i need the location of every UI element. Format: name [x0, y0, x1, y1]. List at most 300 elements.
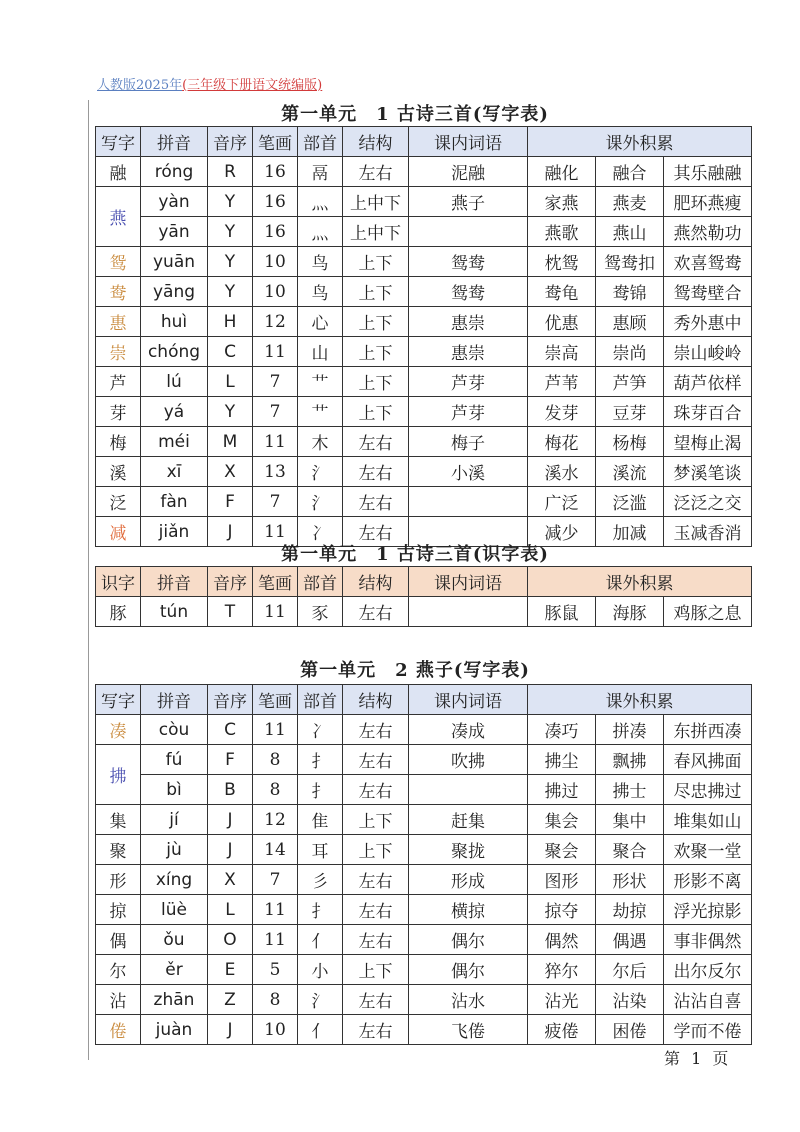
table-header-row — [96, 567, 752, 597]
stroke-count-cell: 11 — [253, 715, 298, 745]
idiom-cell: 燕然勒功 — [664, 217, 752, 247]
pinyin-cell: xī — [141, 457, 208, 487]
index-letter-cell: Z — [208, 985, 253, 1015]
radical-cell: 氵 — [298, 985, 343, 1015]
in-class-word-cell: 小溪 — [409, 457, 528, 487]
in-class-word-cell: 惠崇 — [409, 337, 528, 367]
extra-word-cell: 困倦 — [596, 1015, 664, 1045]
radical-cell: 氵 — [298, 487, 343, 517]
idiom-cell: 学而不倦 — [664, 1015, 752, 1045]
char-cell: 梅 — [96, 427, 141, 457]
header-radical: 部首 — [298, 685, 343, 715]
extra-word-cell: 聚合 — [596, 835, 664, 865]
idiom-cell: 鸳鸯壁合 — [664, 277, 752, 307]
structure-cell: 左右 — [343, 745, 409, 775]
index-letter-cell: Y — [208, 187, 253, 217]
table-row — [96, 397, 752, 427]
header-pinyin: 拼音 — [141, 127, 208, 157]
header-in-class-words: 课内词语 — [409, 685, 528, 715]
structure-cell: 左右 — [343, 487, 409, 517]
pinyin-cell: yá — [141, 397, 208, 427]
extra-word-cell: 惠顾 — [596, 307, 664, 337]
idiom-cell: 梦溪笔谈 — [664, 457, 752, 487]
header-structure: 结构 — [343, 127, 409, 157]
index-letter-cell: X — [208, 457, 253, 487]
structure-cell: 上下 — [343, 955, 409, 985]
pinyin-cell: lüè — [141, 895, 208, 925]
extra-word-cell: 泛滥 — [596, 487, 664, 517]
table-row — [96, 487, 752, 517]
table-header-row — [96, 685, 752, 715]
pinyin-cell: jiǎn — [141, 517, 208, 547]
stroke-count-cell: 8 — [253, 745, 298, 775]
header-structure: 结构 — [343, 567, 409, 597]
radical-cell: 扌 — [298, 895, 343, 925]
idiom-cell: 葫芦依样 — [664, 367, 752, 397]
stroke-count-cell: 10 — [253, 247, 298, 277]
header-radical: 部首 — [298, 567, 343, 597]
idiom-cell: 泛泛之交 — [664, 487, 752, 517]
idiom-cell: 尽忠拂过 — [664, 775, 752, 805]
extra-word-cell: 减少 — [528, 517, 596, 547]
extra-word-cell: 沾染 — [596, 985, 664, 1015]
extra-word-cell: 融合 — [596, 157, 664, 187]
page-header — [97, 74, 322, 93]
header-extra-words: 课外积累 — [528, 685, 752, 715]
extra-word-cell: 溪水 — [528, 457, 596, 487]
in-class-word-cell: 泥融 — [409, 157, 528, 187]
table-row — [96, 805, 752, 835]
index-letter-cell: C — [208, 337, 253, 367]
header-in-class-words: 课内词语 — [409, 127, 528, 157]
in-class-word-cell: 梅子 — [409, 427, 528, 457]
index-letter-cell: F — [208, 487, 253, 517]
extra-word-cell: 燕歌 — [528, 217, 596, 247]
in-class-word-cell: 惠崇 — [409, 307, 528, 337]
extra-word-cell: 掠夺 — [528, 895, 596, 925]
section-title-1: 第一单元 1 古诗三首(写字表) — [281, 104, 549, 125]
stroke-count-cell: 8 — [253, 985, 298, 1015]
stroke-count-cell: 11 — [253, 337, 298, 367]
index-letter-cell: B — [208, 775, 253, 805]
pinyin-cell: jù — [141, 835, 208, 865]
extra-word-cell: 鸯锦 — [596, 277, 664, 307]
table-row — [96, 985, 752, 1015]
table-row — [96, 1015, 752, 1045]
index-letter-cell: O — [208, 925, 253, 955]
idiom-cell: 鸡豚之息 — [664, 597, 752, 627]
index-letter-cell: X — [208, 865, 253, 895]
header-strokes: 笔画 — [253, 685, 298, 715]
index-letter-cell: Y — [208, 277, 253, 307]
stroke-count-cell: 7 — [253, 397, 298, 427]
idiom-cell: 肥环燕瘦 — [664, 187, 752, 217]
radical-cell: 亻 — [298, 1015, 343, 1045]
pinyin-cell: lú — [141, 367, 208, 397]
in-class-word-cell: 燕子 — [409, 187, 528, 217]
extra-word-cell: 凑巧 — [528, 715, 596, 745]
extra-word-cell: 集中 — [596, 805, 664, 835]
structure-cell: 左右 — [343, 775, 409, 805]
structure-cell: 左右 — [343, 597, 409, 627]
index-letter-cell: Y — [208, 247, 253, 277]
header-pinyin: 拼音 — [141, 685, 208, 715]
char-cell: 鸯 — [96, 277, 141, 307]
extra-word-cell: 沾光 — [528, 985, 596, 1015]
header-extra-words: 课外积累 — [528, 567, 752, 597]
in-class-word-cell — [409, 597, 528, 627]
table-row — [96, 427, 752, 457]
idiom-cell: 玉减香消 — [664, 517, 752, 547]
table-row — [96, 865, 752, 895]
header-pinyin: 拼音 — [141, 567, 208, 597]
char-cell: 掠 — [96, 895, 141, 925]
margin-line — [88, 100, 89, 1060]
section-title-2: 第一单元 1 古诗三首(识字表) — [281, 544, 549, 565]
char-cell: 聚 — [96, 835, 141, 865]
header-strokes: 笔画 — [253, 567, 298, 597]
structure-cell: 左右 — [343, 517, 409, 547]
pinyin-cell: yān — [141, 217, 208, 247]
radical-cell: 灬 — [298, 217, 343, 247]
stroke-count-cell: 10 — [253, 277, 298, 307]
extra-word-cell: 广泛 — [528, 487, 596, 517]
index-letter-cell: J — [208, 1015, 253, 1045]
extra-word-cell: 家燕 — [528, 187, 596, 217]
in-class-word-cell — [409, 775, 528, 805]
pinyin-cell: zhān — [141, 985, 208, 1015]
writing-table-1 — [95, 126, 752, 547]
extra-word-cell: 猝尔 — [528, 955, 596, 985]
stroke-count-cell: 16 — [253, 157, 298, 187]
structure-cell: 上中下 — [343, 217, 409, 247]
radical-cell: 灬 — [298, 187, 343, 217]
table-header-row — [96, 127, 752, 157]
extra-word-cell: 芦苇 — [528, 367, 596, 397]
header-radical: 部首 — [298, 127, 343, 157]
extra-word-cell: 溪流 — [596, 457, 664, 487]
extra-word-cell: 梅花 — [528, 427, 596, 457]
radical-cell: 隹 — [298, 805, 343, 835]
stroke-count-cell: 7 — [253, 367, 298, 397]
stroke-count-cell: 7 — [253, 865, 298, 895]
header-in-class-words: 课内词语 — [409, 567, 528, 597]
structure-cell: 上下 — [343, 337, 409, 367]
table-row — [96, 715, 752, 745]
table-row — [96, 337, 752, 367]
char-cell: 形 — [96, 865, 141, 895]
structure-cell: 左右 — [343, 895, 409, 925]
char-cell: 拂 — [96, 745, 141, 805]
idiom-cell: 望梅止渴 — [664, 427, 752, 457]
char-cell: 凑 — [96, 715, 141, 745]
extra-word-cell: 燕山 — [596, 217, 664, 247]
table-row — [96, 895, 752, 925]
extra-word-cell: 鸯龟 — [528, 277, 596, 307]
in-class-word-cell: 鸳鸯 — [409, 277, 528, 307]
char-cell: 燕 — [96, 187, 141, 247]
index-letter-cell: J — [208, 835, 253, 865]
extra-word-cell: 拂过 — [528, 775, 596, 805]
extra-word-cell: 拂尘 — [528, 745, 596, 775]
pinyin-cell: tún — [141, 597, 208, 627]
extra-word-cell: 豆芽 — [596, 397, 664, 427]
stroke-count-cell: 11 — [253, 427, 298, 457]
table-row — [96, 457, 752, 487]
in-class-word-cell: 鸳鸯 — [409, 247, 528, 277]
in-class-word-cell: 聚拢 — [409, 835, 528, 865]
writing-table-2 — [95, 684, 752, 1045]
idiom-cell: 春风拂面 — [664, 745, 752, 775]
char-cell: 鸳 — [96, 247, 141, 277]
extra-word-cell: 优惠 — [528, 307, 596, 337]
char-cell: 尔 — [96, 955, 141, 985]
extra-word-cell: 加减 — [596, 517, 664, 547]
char-cell: 泛 — [96, 487, 141, 517]
radical-cell: 冫 — [298, 715, 343, 745]
index-letter-cell: F — [208, 745, 253, 775]
stroke-count-cell: 11 — [253, 517, 298, 547]
idiom-cell: 秀外惠中 — [664, 307, 752, 337]
in-class-word-cell — [409, 217, 528, 247]
header-char: 写字 — [96, 685, 141, 715]
pinyin-cell: yàn — [141, 187, 208, 217]
structure-cell: 左右 — [343, 715, 409, 745]
in-class-word-cell: 凑成 — [409, 715, 528, 745]
pinyin-cell: bì — [141, 775, 208, 805]
radical-cell: 彡 — [298, 865, 343, 895]
table-row — [96, 217, 752, 247]
radical-cell: 亻 — [298, 925, 343, 955]
index-letter-cell: M — [208, 427, 253, 457]
stroke-count-cell: 11 — [253, 895, 298, 925]
char-cell: 惠 — [96, 307, 141, 337]
in-class-word-cell: 沾水 — [409, 985, 528, 1015]
table-row — [96, 307, 752, 337]
header-char: 写字 — [96, 127, 141, 157]
extra-word-cell: 燕麦 — [596, 187, 664, 217]
extra-word-cell: 杨梅 — [596, 427, 664, 457]
pinyin-cell: fú — [141, 745, 208, 775]
header-extra-words: 课外积累 — [528, 127, 752, 157]
table-row — [96, 367, 752, 397]
extra-word-cell: 偶遇 — [596, 925, 664, 955]
stroke-count-cell: 5 — [253, 955, 298, 985]
in-class-word-cell: 芦芽 — [409, 367, 528, 397]
extra-word-cell: 劫掠 — [596, 895, 664, 925]
structure-cell: 左右 — [343, 1015, 409, 1045]
index-letter-cell: L — [208, 367, 253, 397]
extra-word-cell: 聚会 — [528, 835, 596, 865]
in-class-word-cell — [409, 487, 528, 517]
radical-cell: 鬲 — [298, 157, 343, 187]
structure-cell: 左右 — [343, 457, 409, 487]
in-class-word-cell: 偶尔 — [409, 955, 528, 985]
idiom-cell: 事非偶然 — [664, 925, 752, 955]
stroke-count-cell: 14 — [253, 835, 298, 865]
pinyin-cell: róng — [141, 157, 208, 187]
structure-cell: 左右 — [343, 925, 409, 955]
in-class-word-cell: 偶尔 — [409, 925, 528, 955]
table-row — [96, 247, 752, 277]
idiom-cell: 欢聚一堂 — [664, 835, 752, 865]
structure-cell: 左右 — [343, 157, 409, 187]
index-letter-cell: T — [208, 597, 253, 627]
in-class-word-cell: 吹拂 — [409, 745, 528, 775]
radical-cell: 心 — [298, 307, 343, 337]
table-row — [96, 925, 752, 955]
extra-word-cell: 豚鼠 — [528, 597, 596, 627]
pinyin-cell: huì — [141, 307, 208, 337]
extra-word-cell: 崇尚 — [596, 337, 664, 367]
header-strokes: 笔画 — [253, 127, 298, 157]
extra-word-cell: 形状 — [596, 865, 664, 895]
structure-cell: 上下 — [343, 247, 409, 277]
char-cell: 芽 — [96, 397, 141, 427]
structure-cell: 左右 — [343, 427, 409, 457]
pinyin-cell: xíng — [141, 865, 208, 895]
char-cell: 沾 — [96, 985, 141, 1015]
pinyin-cell: jí — [141, 805, 208, 835]
table-row — [96, 745, 752, 775]
radical-cell: 豕 — [298, 597, 343, 627]
structure-cell: 上下 — [343, 277, 409, 307]
pinyin-cell: yāng — [141, 277, 208, 307]
table-row — [96, 157, 752, 187]
idiom-cell: 浮光掠影 — [664, 895, 752, 925]
structure-cell: 上下 — [343, 835, 409, 865]
in-class-word-cell: 赶集 — [409, 805, 528, 835]
header-index: 音序 — [208, 567, 253, 597]
char-cell: 崇 — [96, 337, 141, 367]
header-index: 音序 — [208, 127, 253, 157]
pinyin-cell: còu — [141, 715, 208, 745]
index-letter-cell: J — [208, 805, 253, 835]
table-row — [96, 277, 752, 307]
extra-word-cell: 图形 — [528, 865, 596, 895]
stroke-count-cell: 16 — [253, 187, 298, 217]
in-class-word-cell: 飞倦 — [409, 1015, 528, 1045]
idiom-cell: 珠芽百合 — [664, 397, 752, 427]
index-letter-cell: C — [208, 715, 253, 745]
radical-cell: 氵 — [298, 457, 343, 487]
extra-word-cell: 尔后 — [596, 955, 664, 985]
char-cell: 偶 — [96, 925, 141, 955]
char-cell: 融 — [96, 157, 141, 187]
stroke-count-cell: 13 — [253, 457, 298, 487]
stroke-count-cell: 11 — [253, 597, 298, 627]
in-class-word-cell: 形成 — [409, 865, 528, 895]
extra-word-cell: 芦笋 — [596, 367, 664, 397]
radical-cell: 冫 — [298, 517, 343, 547]
idiom-cell: 形影不离 — [664, 865, 752, 895]
in-class-word-cell: 芦芽 — [409, 397, 528, 427]
pinyin-cell: ěr — [141, 955, 208, 985]
table-row — [96, 187, 752, 217]
extra-word-cell: 海豚 — [596, 597, 664, 627]
grade-label: (三年级下册语文统编版) — [182, 78, 323, 93]
idiom-cell: 出尔反尔 — [664, 955, 752, 985]
radical-cell: 耳 — [298, 835, 343, 865]
radical-cell: 扌 — [298, 745, 343, 775]
extra-word-cell: 集会 — [528, 805, 596, 835]
index-letter-cell: J — [208, 517, 253, 547]
radical-cell: 山 — [298, 337, 343, 367]
stroke-count-cell: 8 — [253, 775, 298, 805]
section-title-3: 第一单元 2 燕子(写字表) — [300, 660, 530, 681]
structure-cell: 上下 — [343, 805, 409, 835]
index-letter-cell: Y — [208, 397, 253, 427]
extra-word-cell: 崇高 — [528, 337, 596, 367]
radical-cell: 鸟 — [298, 277, 343, 307]
char-cell: 减 — [96, 517, 141, 547]
idiom-cell: 堆集如山 — [664, 805, 752, 835]
radical-cell: 艹 — [298, 367, 343, 397]
pinyin-cell: ǒu — [141, 925, 208, 955]
stroke-count-cell: 16 — [253, 217, 298, 247]
stroke-count-cell: 12 — [253, 307, 298, 337]
pinyin-cell: fàn — [141, 487, 208, 517]
structure-cell: 上下 — [343, 397, 409, 427]
table-row — [96, 835, 752, 865]
radical-cell: 木 — [298, 427, 343, 457]
extra-word-cell: 发芽 — [528, 397, 596, 427]
char-cell: 溪 — [96, 457, 141, 487]
structure-cell: 左右 — [343, 985, 409, 1015]
stroke-count-cell: 11 — [253, 925, 298, 955]
table-row — [96, 597, 752, 627]
header-index: 音序 — [208, 685, 253, 715]
stroke-count-cell: 10 — [253, 1015, 298, 1045]
pinyin-cell: yuān — [141, 247, 208, 277]
idiom-cell: 东拼西凑 — [664, 715, 752, 745]
extra-word-cell: 融化 — [528, 157, 596, 187]
extra-word-cell: 拂士 — [596, 775, 664, 805]
structure-cell: 左右 — [343, 865, 409, 895]
pinyin-cell: juàn — [141, 1015, 208, 1045]
radical-cell: 扌 — [298, 775, 343, 805]
extra-word-cell: 飘拂 — [596, 745, 664, 775]
stroke-count-cell: 7 — [253, 487, 298, 517]
header-structure: 结构 — [343, 685, 409, 715]
table-row — [96, 955, 752, 985]
reading-table-1 — [95, 566, 752, 627]
radical-cell: 鸟 — [298, 247, 343, 277]
extra-word-cell: 拼凑 — [596, 715, 664, 745]
char-cell: 倦 — [96, 1015, 141, 1045]
table-row — [96, 775, 752, 805]
structure-cell: 上中下 — [343, 187, 409, 217]
header-char: 识字 — [96, 567, 141, 597]
idiom-cell: 其乐融融 — [664, 157, 752, 187]
pinyin-cell: chóng — [141, 337, 208, 367]
index-letter-cell: Y — [208, 217, 253, 247]
page-number: 第 1 页 — [664, 1049, 732, 1068]
char-cell: 集 — [96, 805, 141, 835]
index-letter-cell: R — [208, 157, 253, 187]
idiom-cell: 沾沾自喜 — [664, 985, 752, 1015]
extra-word-cell: 偶然 — [528, 925, 596, 955]
publisher-label: 人教版2025年 — [97, 78, 183, 93]
extra-word-cell: 鸳鸯扣 — [596, 247, 664, 277]
in-class-word-cell: 横掠 — [409, 895, 528, 925]
stroke-count-cell: 12 — [253, 805, 298, 835]
idiom-cell: 崇山峻岭 — [664, 337, 752, 367]
index-letter-cell: L — [208, 895, 253, 925]
extra-word-cell: 疲倦 — [528, 1015, 596, 1045]
radical-cell: 小 — [298, 955, 343, 985]
pinyin-cell: méi — [141, 427, 208, 457]
